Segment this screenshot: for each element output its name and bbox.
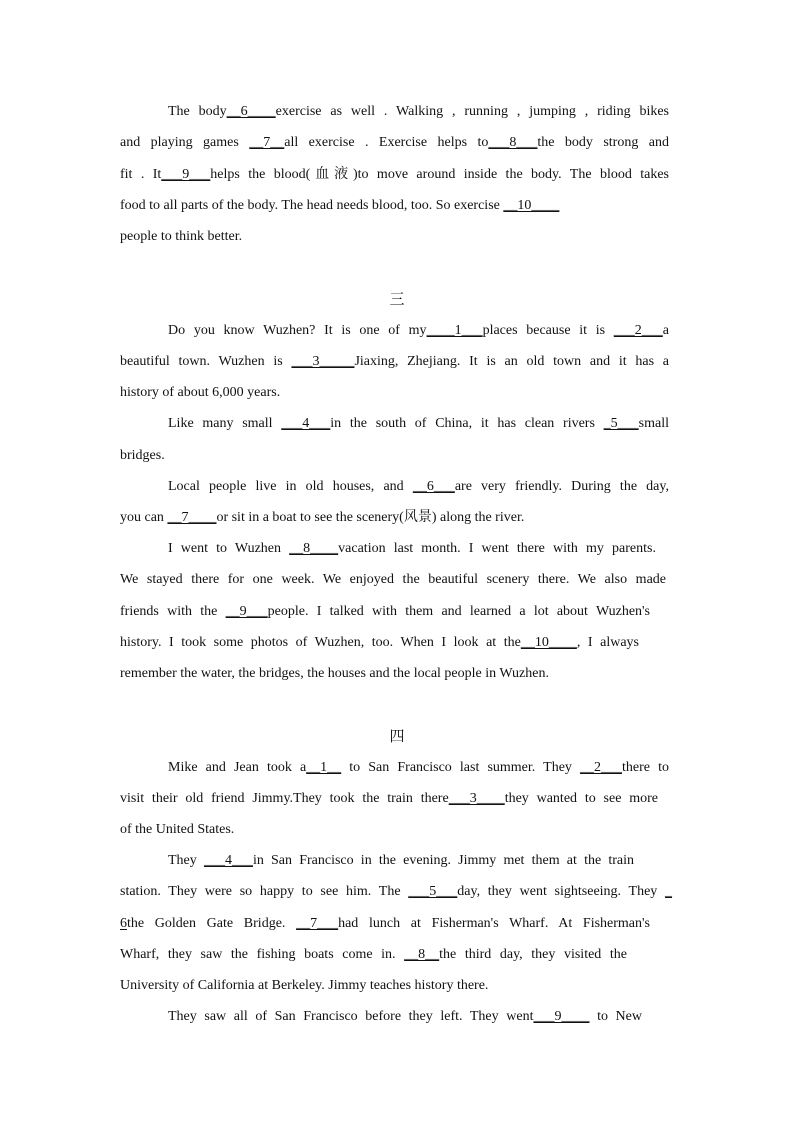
s2-line-5: people to think better. (120, 229, 243, 244)
s2-line-1: The body__6____exercise as well . Walking , running , jumping , riding bikes (168, 104, 670, 119)
s3-line-1: Do you know Wuzhen? It is one of my____1___places because it is ___2___a (168, 323, 669, 338)
s4-line-6: 6the Golden Gate Bridge. __7___had lunch at Fisherman's Wharf. At Fisherman's (120, 916, 650, 931)
s4-line-7: Wharf, they saw the fishing boats come in. __8__the third day, they visited the (120, 947, 627, 962)
s3-line-10: friends with the __9___people. I talked with them and learned a lot about Wuzhen's (120, 604, 650, 619)
s4-line-1: Mike and Jean took a__1__ to San Francisco last summer. They __2___there to (168, 760, 669, 775)
blank-7: __7__ (249, 135, 285, 150)
blank-8: ___8___ (488, 135, 538, 150)
s4-line-8: University of California at Berkeley. Jimmy teaches history there. (120, 978, 489, 993)
s3-line-11: history. I took some photos of Wuzhen, too. When I look at the__10____, I always (120, 635, 639, 650)
s2-line-4: food to all parts of the body. The head needs blood, too. So exercise __10____ (120, 198, 560, 213)
s3-line-9: We stayed there for one week. We enjoyed the beautiful scenery there. We also made (120, 572, 666, 587)
section-heading-3: 三 (389, 290, 405, 308)
s2-line-2: and playing games __7__all exercise . Exercise helps to___8___the body strong and (120, 135, 669, 150)
s3-line-5: bridges. (120, 448, 165, 463)
section-heading-4: 四 (389, 727, 405, 745)
s3-line-2: beautiful town. Wuzhen is ___3_____Jiaxing, Zhejiang. It is an old town and it has a (120, 354, 669, 369)
s3-line-4: Like many small ___4___in the south of China, it has clean rivers _5___small (168, 416, 669, 431)
blank-9: ___9___ (161, 167, 211, 182)
s4-line-9: They saw all of San Francisco before they left. They went___9____ to New (168, 1009, 642, 1024)
s3-line-12: remember the water, the bridges, the houses and the local people in Wuzhen. (120, 666, 549, 681)
s4-line-3: of the United States. (120, 822, 235, 837)
blank-6: __6____ (226, 104, 276, 119)
s3-line-7: you can __7____or sit in a boat to see the scenery(风景) along the river. (120, 510, 525, 525)
s4-line-4: They ___4___in San Francisco in the evening. Jimmy met them at the train (168, 853, 635, 868)
s3-line-3: history of about 6,000 years. (120, 385, 281, 400)
s4-line-5: station. They were so happy to see him. The ___5___day, they went sightseeing. They _ (120, 884, 672, 899)
blank-10: __10____ (503, 198, 560, 213)
s3-line-8: I went to Wuzhen __8____vacation last month. I went there with my parents. (168, 541, 656, 556)
s2-line-3: fit . It___9___helps the blood(血液)to move around inside the body. The blood takes (120, 167, 669, 182)
s3-line-6: Local people live in old houses, and __6___are very friendly. During the day, (168, 479, 669, 494)
s4-line-2: visit their old friend Jimmy.They took the train there___3____they wanted to see more (120, 791, 658, 806)
